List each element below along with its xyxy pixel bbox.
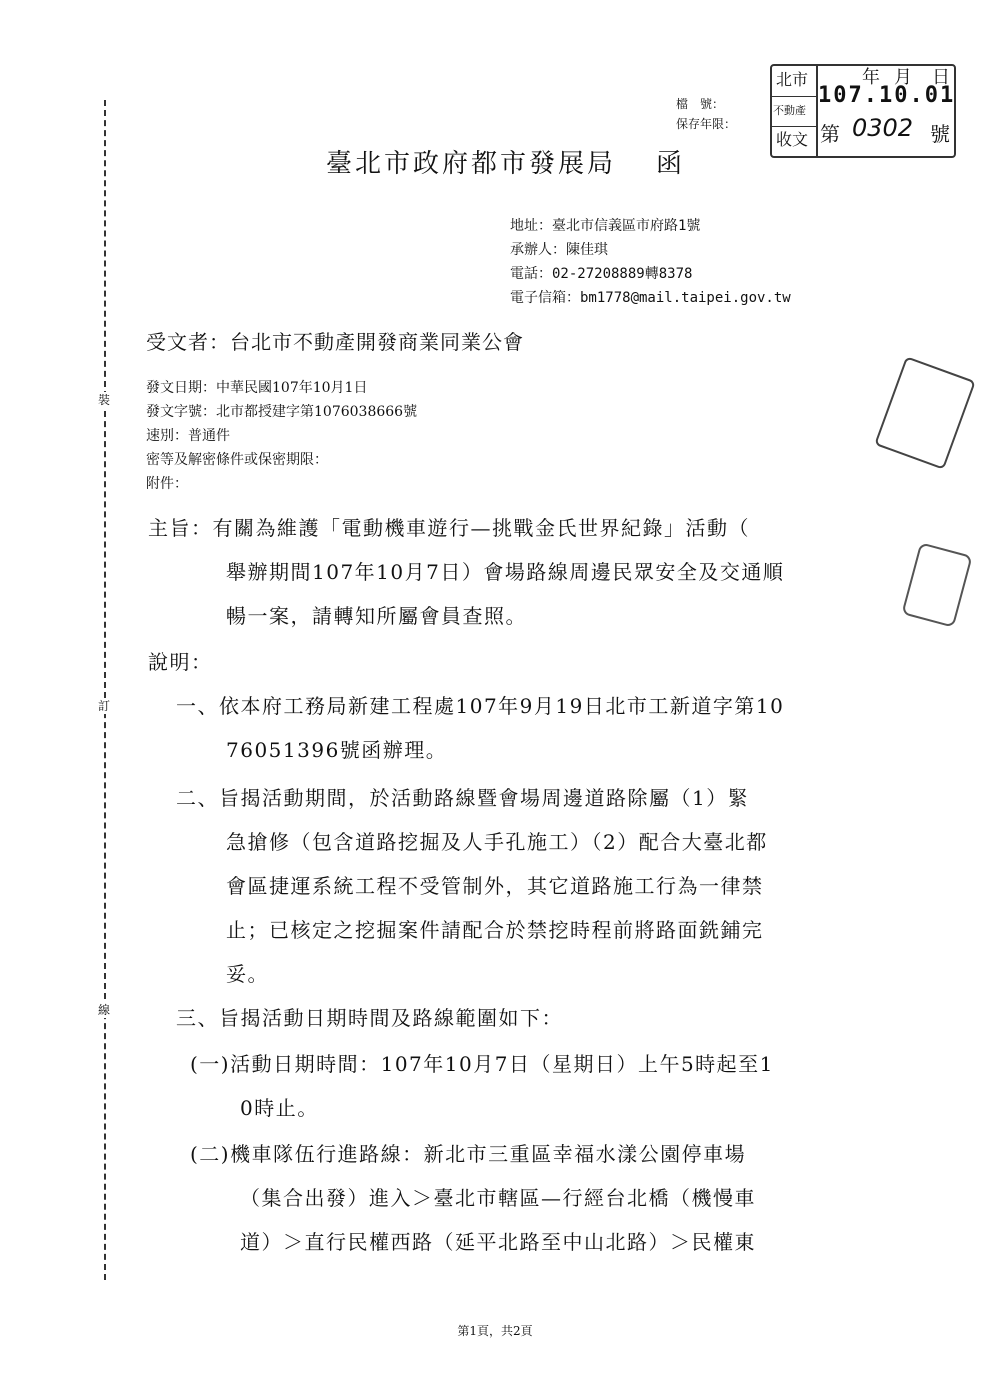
page-title: 臺北市政府都市發展局 — [326, 149, 617, 179]
page-number: 第1頁，共2頁 — [457, 1324, 533, 1338]
explanation-label: 說明： — [148, 650, 213, 674]
contact-handler: 承辦人：陳佳琪 — [510, 242, 608, 258]
issue-number: 發文字號：北市都授建字第1076038666號 — [146, 404, 418, 420]
item-2-line-1: 二、旨揭活動期間，於活動路線暨會場周邊道路除屬（1）緊 — [176, 786, 750, 810]
file-number-label: 檔 號： — [676, 97, 725, 111]
recipient: 受文者：台北市不動產開發商業同業公會 — [146, 330, 524, 354]
speed-class: 速別：普通件 — [146, 428, 230, 444]
contact-phone: 電話：02-27208889轉8378 — [510, 266, 693, 282]
attachment: 附件： — [146, 476, 188, 492]
subitem-1-line-2: 0時止。 — [240, 1096, 319, 1120]
seal-stamp-fragment-icon — [901, 542, 972, 627]
subitem-2-line-2: （集合出發）進入＞臺北市轄區—行經台北橋（機慢車 — [240, 1186, 756, 1210]
item-2-line-5: 妥。 — [226, 962, 269, 986]
stamp-year-unit: 年 — [862, 67, 880, 88]
subject-line-3: 暢一案，請轉知所屬會員查照。 — [226, 604, 527, 628]
stamp-no-prefix: 第 — [820, 122, 840, 146]
receipt-stamp — [770, 64, 956, 158]
subject-line-1: 主旨：有關為維護「電動機車遊行—挑戰金氏世界紀錄」活動（ — [148, 516, 750, 540]
item-2-line-3: 會區捷運系統工程不受管制外，其它道路施工行為一律禁 — [226, 874, 764, 898]
subject-line-2: 舉辦期間107年10月7日）會場路線周邊民眾安全及交通順 — [226, 560, 785, 584]
binding-mark-top: 裝 — [94, 392, 114, 408]
stamp-org-line1: 北市 — [776, 70, 809, 89]
contact-address: 地址：臺北市信義區市府路1號 — [510, 218, 701, 234]
subitem-1-line-1: (一)活動日期時間：107年10月7日（星期日）上午5時起至1 — [190, 1052, 774, 1076]
stamp-number: 0302 — [852, 114, 914, 142]
seal-stamp-icon — [874, 356, 976, 470]
stamp-date: 107.10.01 — [818, 83, 956, 108]
stamp-month-unit: 月 — [894, 67, 912, 88]
subitem-2-line-1: (二)機車隊伍行進路線：新北市三重區幸福水漾公園停車場 — [190, 1142, 747, 1166]
retention-label: 保存年限： — [676, 117, 737, 131]
binding-mark-middle: 訂 — [94, 698, 114, 714]
contact-email: 電子信箱：bm1778@mail.taipei.gov.tw — [510, 290, 791, 306]
stamp-day-unit: 日 — [932, 67, 950, 88]
issue-date: 發文日期：中華民國107年10月1日 — [146, 380, 368, 396]
binding-line — [104, 100, 106, 1280]
stamp-no-suffix: 號 — [930, 122, 950, 146]
binding-mark-bottom: 線 — [94, 1002, 114, 1018]
stamp-org-line3: 收文 — [776, 130, 809, 149]
item-2-line-4: 止；已核定之挖掘案件請配合於禁挖時程前將路面銑鋪完 — [226, 918, 764, 942]
item-3-line-1: 三、旨揭活動日期時間及路線範圍如下： — [176, 1006, 563, 1030]
secrecy-level: 密等及解密條件或保密期限： — [146, 452, 328, 468]
subitem-2-line-3: 道）＞直行民權西路（延平北路至中山北路）＞民權東 — [240, 1230, 756, 1254]
item-1-line-2: 76051396號函辦理。 — [226, 738, 448, 762]
document-type: 函 — [656, 149, 683, 179]
item-2-line-2: 急搶修（包含道路挖掘及人手孔施工）（2）配合大臺北都 — [226, 830, 768, 854]
item-1-line-1: 一、依本府工務局新建工程處107年9月19日北市工新道字第10 — [176, 694, 785, 718]
stamp-org-line2: 不動產 — [773, 104, 806, 117]
